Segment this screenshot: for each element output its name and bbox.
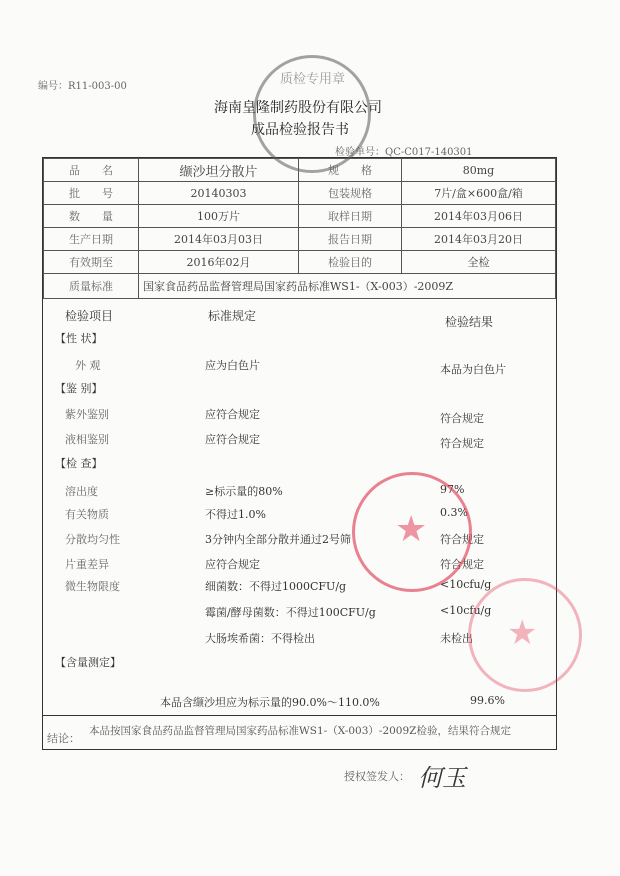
info-row [44, 182, 556, 205]
row-item: 液相鉴别 [65, 433, 109, 446]
row-result: 符合规定 [440, 558, 484, 571]
conclusion-box [42, 715, 557, 750]
info-value: 全检 [402, 251, 556, 274]
row-spec: 本品含缬沙坦应为标示量的90.0%～110.0% [160, 696, 380, 709]
row-result: 符合规定 [440, 437, 484, 450]
row-result: 符合规定 [440, 412, 484, 425]
row-result: <10cfu/g [440, 578, 492, 591]
info-table [42, 157, 557, 299]
row-result: 99.6% [470, 694, 505, 707]
row-spec: 应为白色片 [205, 359, 260, 372]
red-company-stamp [352, 472, 472, 592]
info-label: 检验目的 [299, 251, 402, 274]
row-result: 未检出 [440, 632, 473, 645]
standard-value: 国家食品药品监督管理局国家药品标准WS1-（X-003）-2009Z [139, 274, 556, 299]
signature: 何玉 [418, 764, 466, 792]
info-label: 数 量 [44, 205, 139, 228]
info-label: 取样日期 [299, 205, 402, 228]
info-value: 2014年03月06日 [402, 205, 556, 228]
header-spec: 标准规定 [208, 309, 257, 323]
row-item: 片重差异 [65, 558, 109, 571]
row-result: 符合规定 [440, 533, 484, 546]
row-item: 【性 状】 [55, 332, 103, 345]
info-label: 有效期至 [44, 251, 139, 274]
row-result: 0.3% [440, 506, 468, 519]
red-partial-stamp [468, 578, 582, 692]
info-row [44, 251, 556, 274]
row-item: 有关物质 [65, 508, 109, 521]
gray-stamp-label: 质检专用章 [280, 72, 346, 87]
row-item: 分散均匀性 [65, 533, 120, 546]
row-spec: 霉菌/酵母菌数：不得过100CFU/g [205, 606, 376, 619]
star-icon: ★ [395, 509, 428, 550]
gray-qc-stamp [253, 55, 371, 173]
info-label: 规 格 [299, 159, 402, 182]
row-item: 微生物限度 [65, 580, 120, 593]
info-label: 批 号 [44, 182, 139, 205]
info-value: 7片/盒×600盒/箱 [402, 182, 556, 205]
row-result: 本品为白色片 [440, 363, 506, 376]
header-item: 检验项目 [65, 309, 114, 323]
row-spec: 大肠埃希菌：不得检出 [205, 632, 315, 645]
report-number: 检验单号：QC-C017-140301 [335, 147, 473, 158]
row-item: 外 观 [75, 359, 101, 372]
info-value: 2014年03月20日 [402, 228, 556, 251]
row-spec: 应符合规定 [205, 433, 260, 446]
row-result: 97% [440, 483, 465, 496]
info-row [44, 228, 556, 251]
info-label: 品 名 [44, 159, 139, 182]
info-value: 80mg [402, 159, 556, 182]
row-item: 【检 查】 [55, 457, 103, 470]
row-spec: ≥标示量的80% [205, 485, 283, 498]
header-result: 检验结果 [445, 315, 494, 329]
row-item: 溶出度 [65, 485, 98, 498]
conclusion-label: 结论： [47, 732, 80, 745]
info-label: 报告日期 [299, 228, 402, 251]
row-spec: 应符合规定 [205, 408, 260, 421]
info-value: 20140303 [139, 182, 299, 205]
row-result: <10cfu/g [440, 604, 492, 617]
info-row [44, 205, 556, 228]
report-title: 成品检验报告书 [251, 122, 349, 138]
document-code: 编号：R11-003-00 [38, 81, 127, 92]
company-name: 海南皇隆制药股份有限公司 [214, 100, 382, 116]
row-item: 【鉴 别】 [55, 382, 103, 395]
info-value: 100万片 [139, 205, 299, 228]
row-spec: 3分钟内全部分散并通过2号筛 [205, 533, 351, 546]
info-value: 缬沙坦分散片 [139, 159, 299, 182]
row-spec: 应符合规定 [205, 558, 260, 571]
conclusion-text: 本品按国家食品药品监督管理局国家药品标准WS1-（X-003）-2009Z检验，结果符合规定 [89, 725, 511, 737]
row-item: 紫外鉴别 [65, 408, 109, 421]
row-item: 【含量测定】 [55, 656, 121, 669]
signer-label: 授权签发人： [344, 770, 410, 783]
row-spec: 不得过1.0% [205, 508, 266, 521]
info-value: 2014年03月03日 [139, 228, 299, 251]
star-icon: ★ [507, 613, 538, 653]
row-spec: 细菌数：不得过1000CFU/g [205, 580, 347, 593]
info-label: 包装规格 [299, 182, 402, 205]
standard-label: 质量标准 [44, 274, 139, 299]
info-label: 生产日期 [44, 228, 139, 251]
info-value: 2016年02月 [139, 251, 299, 274]
